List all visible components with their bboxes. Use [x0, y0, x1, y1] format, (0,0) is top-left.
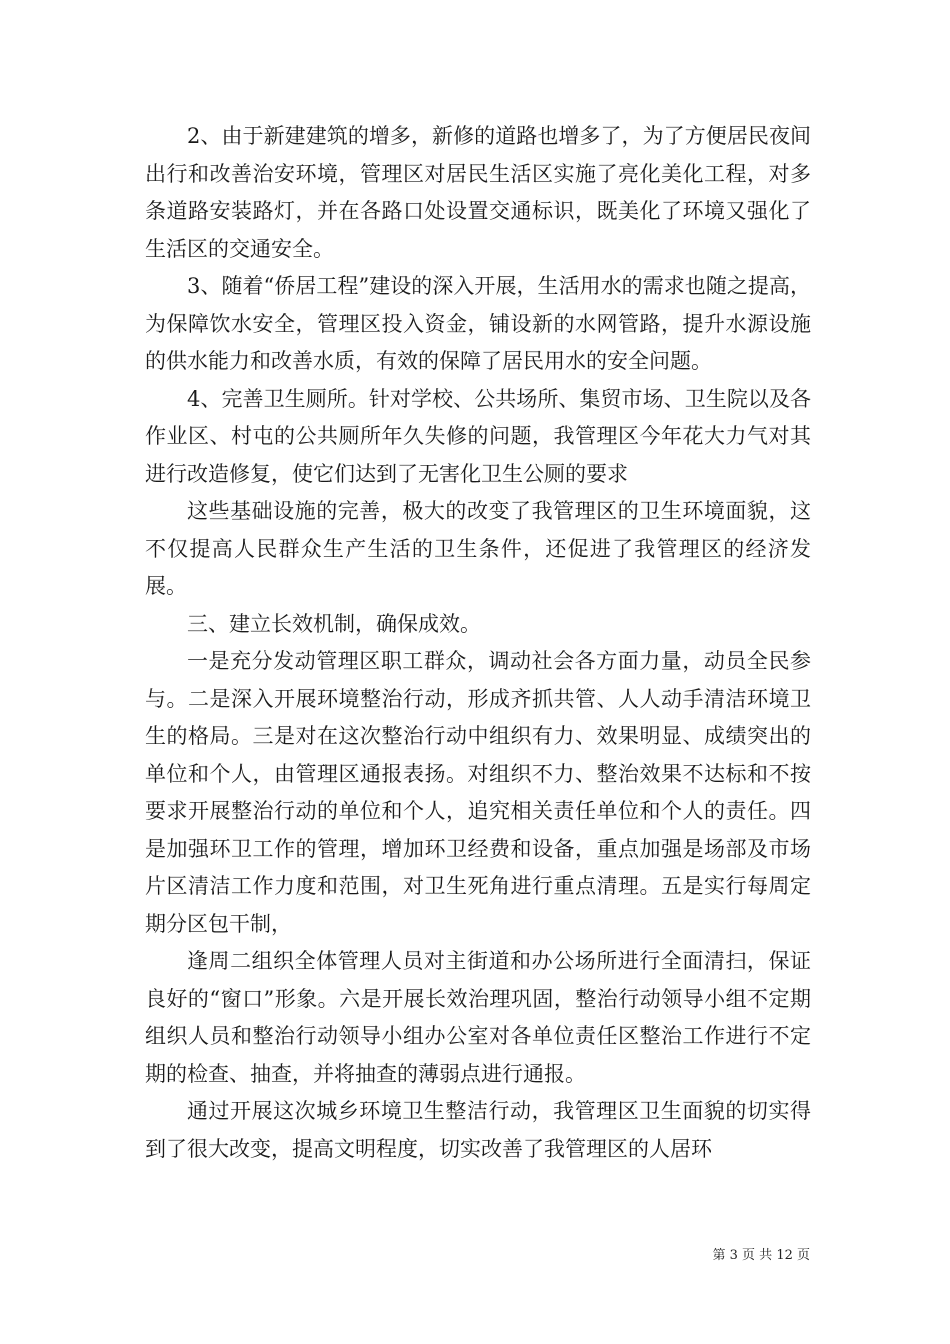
paragraph-infrastructure-lighting: 2、由于新建建筑的增多，新修的道路也增多了，为了方便居民夜间出行和改善治安环境，管理区对居民生活区实施了亮化美化工程，对多条道路安装路灯，并在各路口处设置交通标识，既美化了环境又强化了生活区的交通安全。 — [145, 124, 811, 261]
paragraph-infrastructure-water: 3、随着“侨居工程”建设的深入开展，生活用水的需求也随之提高，为保障饮水安全，管理区投入资金，铺设新的水网管路，提升水源设施的供水能力和改善水质，有效的保障了居民用水的安全问题。 — [145, 274, 811, 373]
paragraph-conclusion: 通过开展这次城乡环境卫生整洁行动，我管理区卫生面貌的切实得到了很大改变，提高文明程度，切实改善了我管理区的人居环 — [145, 1099, 811, 1161]
paragraph-mechanism-measures: 一是充分发动管理区职工群众，调动社会各方面力量，动员全民参与。二是深入开展环境整治行动，形成齐抓共管、人人动手清洁环境卫生的格局。三是对在这次整治行动中组织有力、效果明显、成绩突出的单位和个人，由管理区通报表扬。对组织不力、整治效果不达标和不按要求开展整治行动的单位和个人，追究相关责任单位和个人的责任。四是加强环卫工作的管理，增加环卫经费和设备，重点加强是场部及市场片区清洁工作力度和范围，对卫生死角进行重点清理。五是实行每周定期分区包干制， — [145, 649, 811, 936]
paragraph-infrastructure-toilets: 4、完善卫生厕所。针对学校、公共场所、集贸市场、卫生院以及各作业区、村屯的公共厕所年久失修的问题，我管理区今年花大力气对其进行改造修复，使它们达到了无害化卫生公厕的要求 — [145, 386, 811, 486]
section-heading-long-term-mechanism: 三、建立长效机制，确保成效。 — [187, 611, 481, 636]
page-number: 第 3 页 共 12 页 — [712, 1248, 810, 1263]
paragraph-infrastructure-summary: 这些基础设施的完善，极大的改变了我管理区的卫生环境面貌，这不仅提高人民群众生产生活的卫生条件，还促进了我管理区的经济发展。 — [145, 499, 811, 598]
document-body — [145, 118, 811, 1168]
paragraph-mechanism-weekly-cleaning: 逢周二组织全体管理人员对主街道和办公场所进行全面清扫，保证良好的“窗口”形象。六是开展长效治理巩固，整治行动领导小组不定期组织人员和整治行动领导小组办公室对各单位责任区整治工作进行不定期的检查、抽查，并将抽查的薄弱点进行通报。 — [145, 949, 811, 1086]
